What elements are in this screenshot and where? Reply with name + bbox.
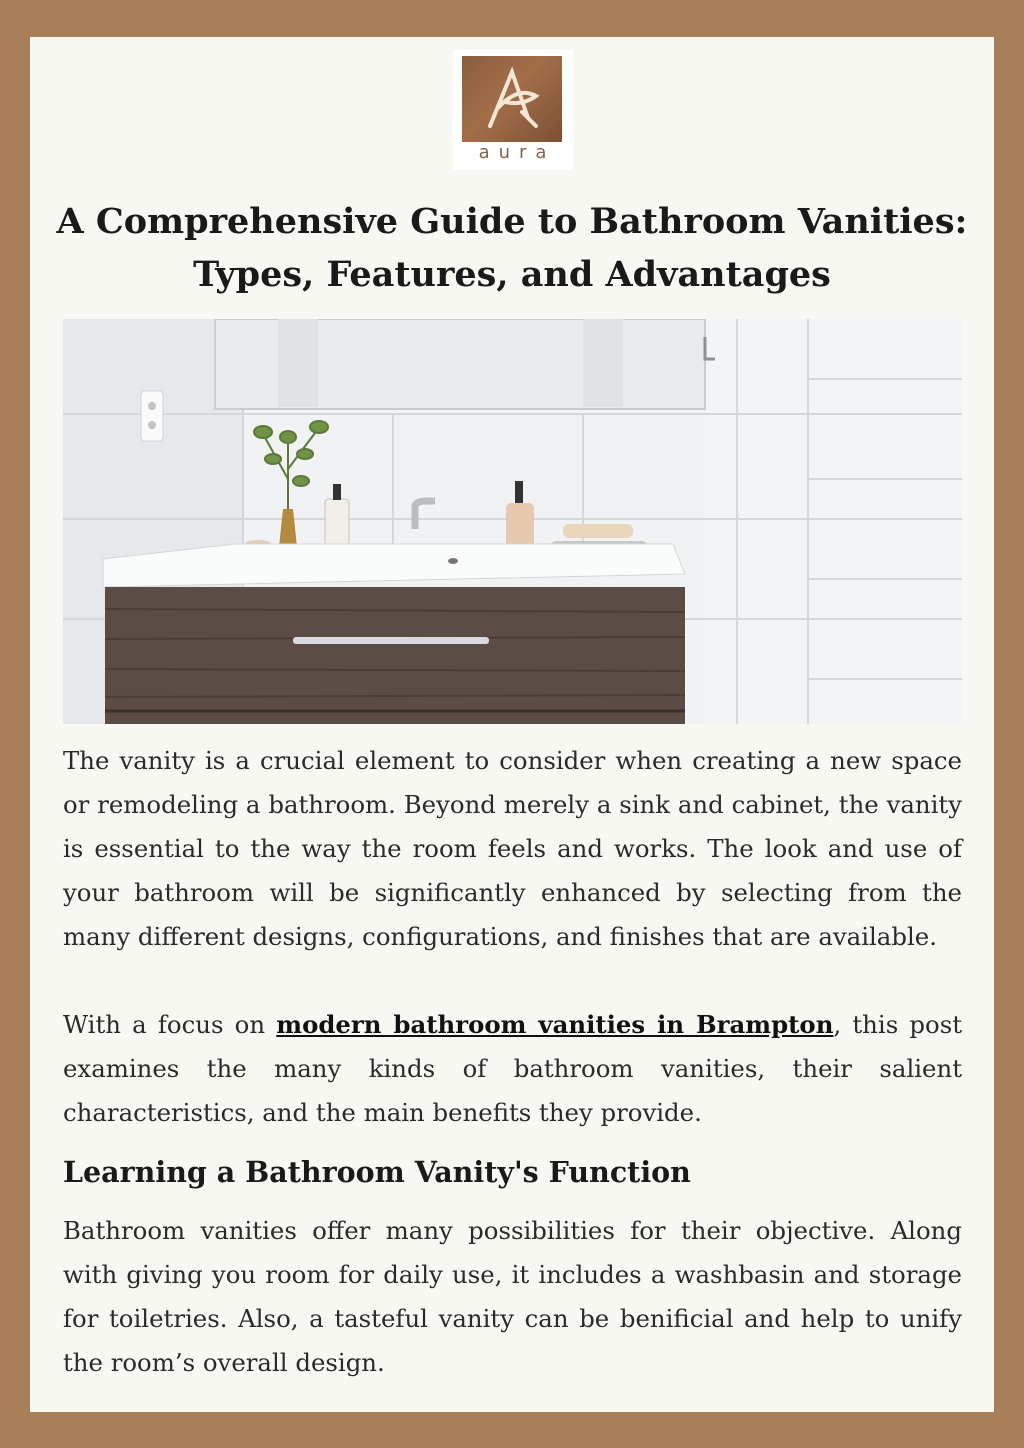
focus-before: With a focus on — [63, 1010, 277, 1039]
focus-paragraph — [63, 1003, 962, 1135]
focus-after: , this post examines the many kinds of bathroom vanities, their salient characteristics, and the main benefits they provide. — [63, 1010, 963, 1127]
document-page — [30, 37, 994, 1412]
brampton-vanities-link[interactable]: modern bathroom vanities in Brampton — [276, 1010, 834, 1039]
aura-logo — [453, 50, 573, 170]
section-paragraph: Bathroom vanities offer many possibilities for their objective. Along with giving you room for daily use, it includes a washbasin and storage for toiletries. Also, a tasteful vanity can be benificial and help to unify the room’s overall design. — [63, 1216, 962, 1377]
aura-monogram-icon — [462, 56, 562, 142]
bathroom-vanity-photo — [63, 319, 962, 724]
section-heading: Learning a Bathroom Vanity's Function — [63, 1155, 691, 1189]
logo-wordmark: aura — [478, 142, 556, 163]
intro-paragraph: The vanity is a crucial element to consider when creating a new space or remodeling a bathroom. Beyond merely a sink and cabinet, the vanity is essential to the way the room feels and works. The look and use of your bathroom will be significantly enhanced by selecting from the many different designs, configurations, and finishes that are available. — [63, 746, 962, 951]
page-title: A Comprehensive Guide to Bathroom Vanities: Types, Features, and Advantages — [56, 201, 968, 295]
